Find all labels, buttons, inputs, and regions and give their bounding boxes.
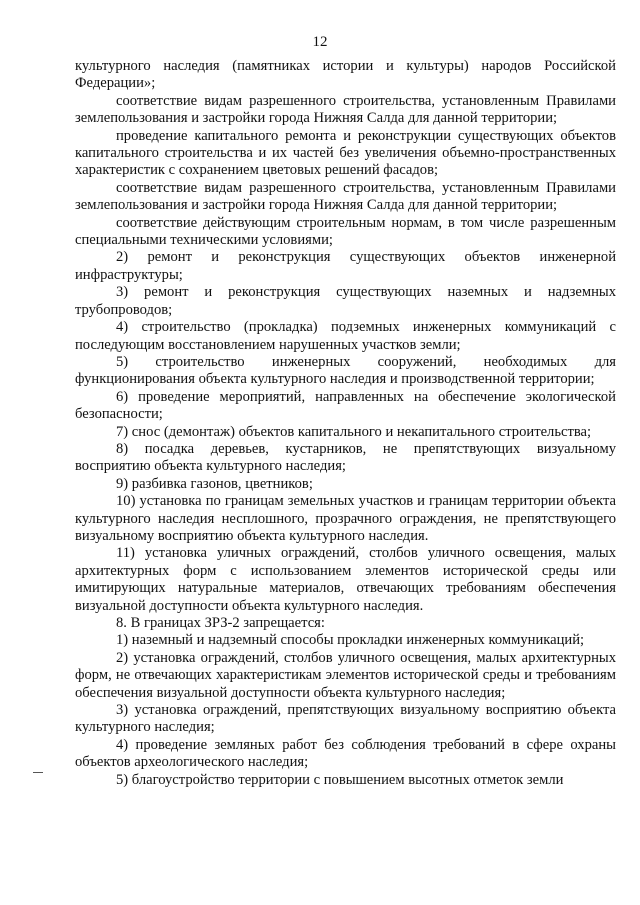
paragraph: 7) снос (демонтаж) объектов капитального и некапитального строительства; [116, 423, 592, 440]
paragraph: соответствие действующим строительным нормам, в том числе разрешенным специальными техническими условиями; [75, 214, 616, 249]
paragraph: культурного наследия (памятниках истории и культуры) народов Российской Федерации»; [75, 58, 616, 92]
paragraph: 1) наземный и надземный способы прокладки инженерных коммуникаций; [116, 632, 585, 649]
paragraph: 9) разбивка газонов, цветников; [116, 475, 313, 492]
paragraph: 10) установка по границам земельных участков и границам территории объекта культурного наследия несплошного, прозрачного ограждения, не препятствующего визуальному восприятию объекта культурного наследия. [75, 493, 616, 544]
paragraph: 3) ремонт и реконструкция существующих наземных и надземных трубопроводов; [75, 284, 616, 318]
body-text [75, 58, 616, 789]
paragraph: проведение капитального ремонта и реконструкции существующих объектов капитального строительства и их частей без увеличения объемно-пространственных характеристик с сохранением цветовых решений фасадов; [75, 127, 616, 179]
paragraph: 2) установка ограждений, столбов уличного освещения, малых архитектурных форм, не отвечающих характеристикам элементов исторической среды и требованиям обеспечения визуальной доступности объекта культурного наследия; [75, 649, 616, 701]
paragraph: 6) проведение мероприятий, направленных на обеспечение экологической безопасности; [75, 388, 616, 423]
paragraph: 3) установка ограждений, препятствующих визуальному восприятию объекта культурного наследия; [75, 702, 616, 736]
paragraph: соответствие видам разрешенного строительства, установленным Правилами землепользования и застройки города Нижняя Салда для данной территории; [75, 92, 616, 127]
paragraph: 8. В границах ЗРЗ-2 запрещается: [116, 615, 325, 631]
paragraph: 5) строительство инженерных сооружений, необходимых для функционирования объекта культурного наследия и производственной территории; [75, 353, 616, 388]
paragraph: 11) установка уличных ограждений, столбов уличного освещения, малых архитектурных форм с использованием элементов исторической среды или имитирующих натуральные материалов, отвечающих требованиям обеспечения визуальной доступности объекта культурного наследия. [75, 545, 616, 614]
paragraph: 2) ремонт и реконструкция существующих объектов инженерной инфраструктуры; [75, 249, 616, 283]
paragraph: 8) посадка деревьев, кустарников, не препятствующих визуальному восприятию объекта культурного наследия; [75, 440, 616, 475]
paragraph: 5) благоустройство территории с повышением высотных отметок земли [116, 771, 564, 788]
page-number: 12 [312, 34, 328, 50]
paragraph: 4) проведение земляных работ без соблюдения требований в сфере охраны объектов археологического наследия; [75, 736, 616, 771]
paragraph: соответствие видам разрешенного строительства, установленным Правилами землепользования и застройки города Нижняя Салда для данной территории; [75, 179, 616, 214]
margin-mark [33, 772, 43, 773]
paragraph: 4) строительство (прокладка) подземных инженерных коммуникаций с последующим восстановлением нарушенных участков земли; [75, 319, 616, 353]
